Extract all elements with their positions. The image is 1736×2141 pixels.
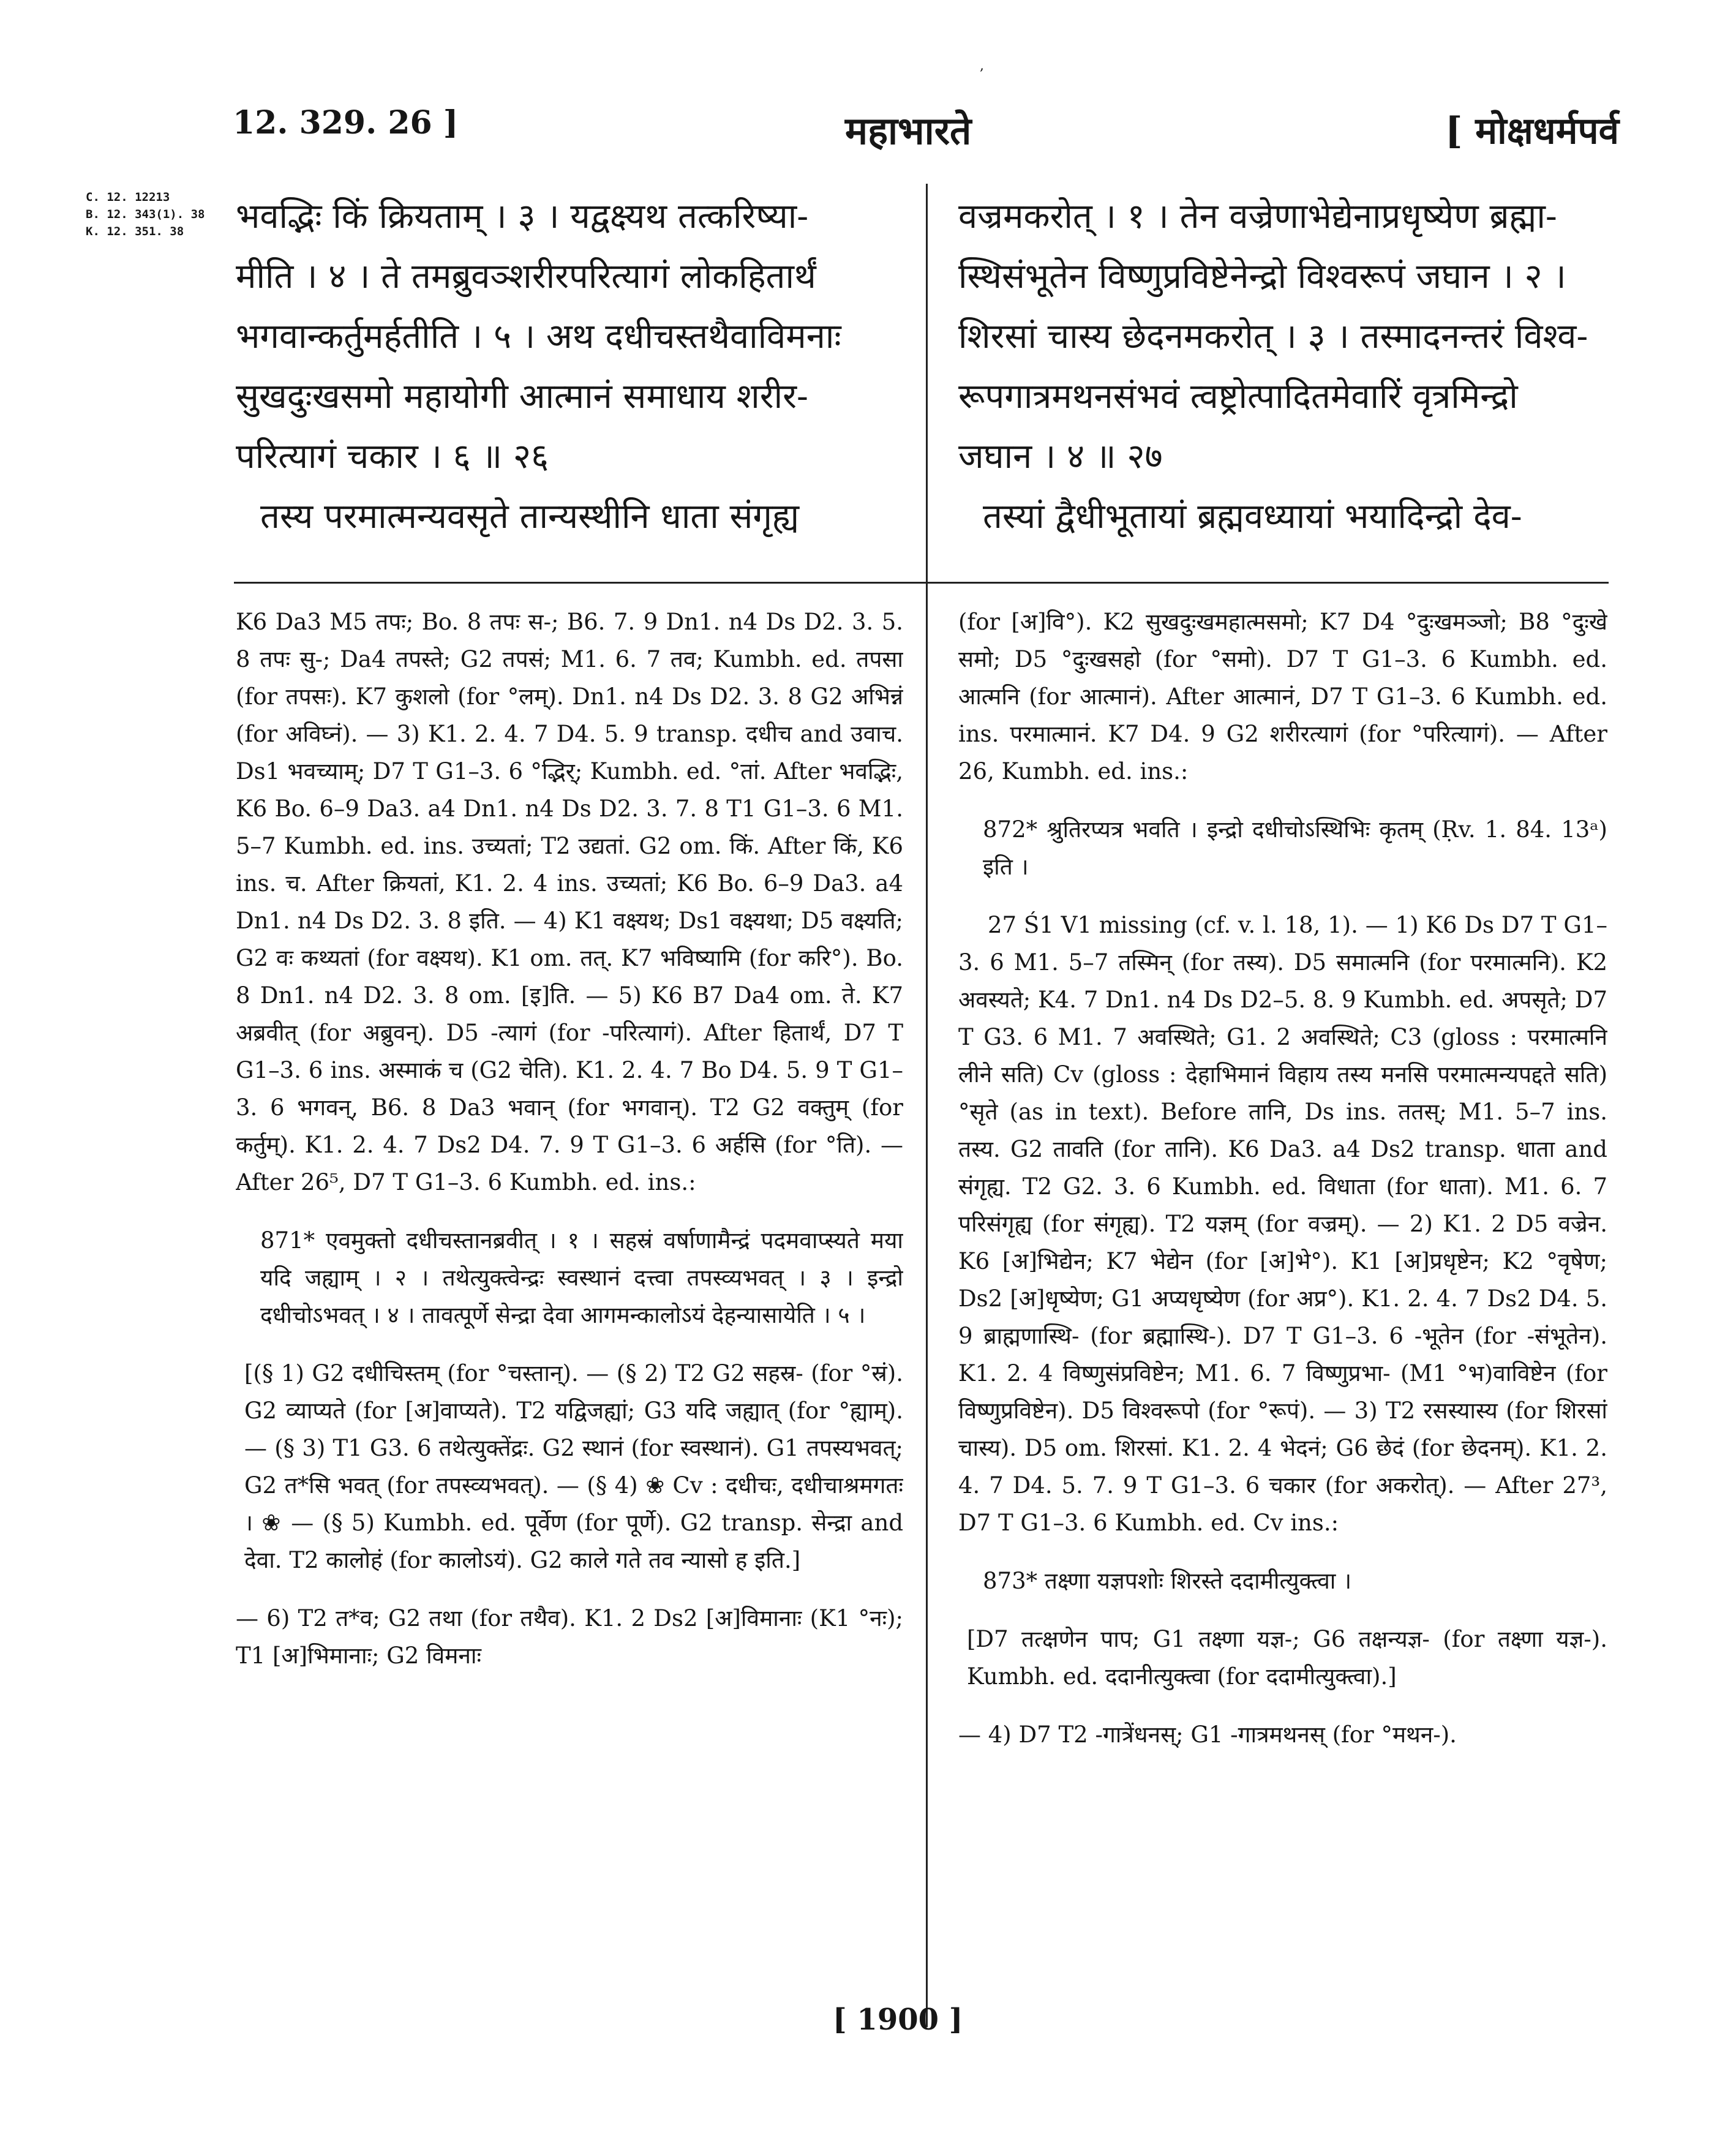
concordance-margin <box>86 189 205 240</box>
concordance-line: K. 12. 351. 38 <box>86 225 184 238</box>
text-line: तस्य परमात्मन्यवसृते तान्यस्थीनि धाता संगृह्य <box>260 497 800 536</box>
text-line: भवद्भिः किं क्रियताम् । ३ । यद्वक्ष्यथ तत्करिष्या- <box>236 197 809 236</box>
insertion-873: 873* तक्ष्णा यज्ञपशोः शिरस्ते ददामीत्युक्त्वा । <box>983 1568 1352 1594</box>
text-line: परित्यागं चकार । ६ ॥ २६ <box>236 437 549 476</box>
main-text-left <box>236 187 900 542</box>
text-line: वज्रमकरोत् । १ । तेन वज्रेणाभेद्येनाप्रधृष्येण ब्रह्मा- <box>958 197 1557 236</box>
text-line: भगवान्कर्तुमर्हतीति । ५ । अथ दधीचस्तथैवाविमनाः <box>236 317 841 356</box>
concordance-line: C. 12. 12213 <box>86 190 170 204</box>
text-line: जघान । ४ ॥ २७ <box>958 437 1163 476</box>
apparatus-left <box>236 603 903 2042</box>
scan-speck: , <box>980 58 984 73</box>
insertion-notes: [D7 तत्क्षणेन पाप; G1 तक्ष्णा यज्ञ-; G6 तक्षन्यज्ञ- (for तक्ष्णा यज्ञ-). Kumbh. ed. ददानीत्युक्त्वा (for ददामीत्युक्त्वा).] <box>967 1626 1607 1690</box>
main-text-right <box>958 187 1607 542</box>
apparatus-note: — 6) T2 त*व; G2 तथा (for तथैव). K1. 2 Ds2 [अ]विमानाः (K1 °नः); T1 [अ]भिमानाः; G2 विमनाः <box>236 1605 903 1669</box>
concordance-line: B. 12. 343(1). 38 <box>86 208 205 221</box>
text-line: शिरसां चास्य छेदनमकरोत् । ३ । तस्मादनन्तरं विश्व- <box>958 317 1588 356</box>
header-title: महाभारते <box>845 108 972 153</box>
header-verse-reference: 12. 329. 26 ] <box>233 104 459 141</box>
column-divider <box>926 184 928 2027</box>
page-number: [ 1900 ] <box>833 2003 963 2037</box>
apparatus-right <box>958 603 1607 2042</box>
apparatus-note: K6 Da3 M5 तपः; Bo. 8 तपः स-; B6. 7. 9 Dn1. n4 Ds D2. 3. 5. 8 तपः सु-; Da4 तपस्ते; G2 तपसं; M1. 6. 7 तव; Kumbh. ed. तपसा (for तपसः). K7 कुशलो (for °लम्). Dn1. n4 Ds D2. 3. 8 G2 अभिन्नं (for अविघ्नं). — 3) K1. 2. 4. 7 D4. 5. 9 transp. दधीच and उवाच. Ds1 भवच्याम्; D7 T G1–3. 6 °द्भिर्; Kumbh. ed. °तां. After भवद्भिः, K6 Bo. 6–9 Da3. a4 Dn1. n4 Ds D2. 3. 7. 8 T1 G1–3. 6 M1. 5–7 Kumbh. ed. ins. उच्यतां; T2 उद्यतां. G2 om. किं. After किं, K6 ins. च. After क्रियतां, K1. 2. 4 ins. उच्यतां; K6 Bo. 6–9 Da3. a4 Dn1. n4 Ds D2. 3. 8 इति. — 4) K1 वक्ष्यथ; Ds1 वक्ष्यथा; D5 वक्ष्यति; G2 वः कथ्यतां (for वक्ष्यथ). K1 om. तत्. K7 भविष्यामि (for करि°). Bo. 8 Dn1. n4 D2. 3. 8 om. [इ]ति. — 5) K6 B7 Da4 om. ते. K7 अब्रवीत् (for अब्रुवन्). D5 -त्यागं (for -परित्यागं). After हितार्थं, D7 T G1–3. 6 ins. अस्माकं च (G2 चेति). K1. 2. 4. 7 Bo D4. 5. 9 T G1–3. 6 भगवन्, B6. 8 Da3 भवान् (for भगवान्). T2 G2 वक्तुम् (for कर्तुम्). K1. 2. 4. 7 Ds2 D4. 7. 9 T G1–3. 6 अर्हसि (for °ति). — After 26⁵, D7 T G1–3. 6 Kumbh. ed. ins.: <box>236 609 903 1195</box>
apparatus-note: — 4) D7 T2 -गात्रेंधनस्; G1 -गात्रमथनस् (for °मथन-). <box>958 1721 1457 1748</box>
text-line: स्थिसंभूतेन विष्णुप्रविष्टेनेन्द्रो विश्वरूपं जघान । २ । <box>958 257 1566 296</box>
insertion-871: 871* एवमुक्तो दधीचस्तानब्रवीत् । १ । सहस्रं वर्षाणामैन्द्रं पदमवाप्स्यते मया यदि जह्याम् । २ । तथेत्युक्त्वेन्द्रः स्वस्थानं दत्त्वा तपस्व्यभवत् । ३ । इन्द्रो दधीचोऽभवत् । ४ । तावत्पूर्णे सेन्द्रा देवा आगमन्कालोऽयं देहन्यासायेति । ५ । <box>260 1227 903 1328</box>
text-line: सुखदुःखसमो महायोगी आत्मानं समाधाय शरीर- <box>236 377 808 416</box>
text-line: मीति । ४ । ते तमब्रुवञ्शरीरपरित्यागं लोकहितार्थं <box>236 257 816 296</box>
text-line: तस्यां द्वैधीभूतायां ब्रह्मवध्यायां भयादिन्द्रो देव- <box>983 497 1522 536</box>
insertion-872: 872* श्रुतिरप्यत्र भवति । इन्द्रो दधीचोऽस्थिभिः कृतम् (Ṛv. 1. 84. 13ᵃ) इति । <box>983 816 1607 880</box>
insertion-notes: [(§ 1) G2 दधीचिस्तम् (for °चस्तान्). — (§ 2) T2 G2 सहस्र- (for °स्रं). G2 व्याप्यते (for [अ]वाप्यते). T2 यद्विजह्यां; G3 यदि जह्यात् (for °ह्याम्). — (§ 3) T1 G3. 6 तथेत्युक्तेंद्रः. G2 स्थानं (for स्वस्थानं). G1 तपस्यभवत्; G2 त*सि भवत् (for तपस्व्यभवत्). — (§ 4) ❀ Cv : दधीचः, दधीचाश्रमगतः । ❀ — (§ 5) Kumbh. ed. पूर्वेण (for पूर्णे). G2 transp. सेन्द्रा and देवा. T2 कालोहं (for कालोऽयं). G2 काले गते तव न्यासो ह इति.] <box>244 1360 903 1573</box>
apparatus-note: (for [अ]वि°). K2 सुखदुःखमहात्मसमो; K7 D4 °दुःखमञ्जो; B8 °दुःखे समो; D5 °दुःखसहो (for °समो). D7 T G1–3. 6 Kumbh. ed. आत्मनि (for आत्मानं). After आत्मानं, D7 T G1–3. 6 Kumbh. ed. ins. परमात्मानं. K7 D4. 9 G2 शरीरत्यागं (for °परित्यागं). — After 26, Kumbh. ed. ins.: <box>958 609 1607 785</box>
text-line: रूपगात्रमथनसंभवं त्वष्ट्रोत्पादितमेवारिं वृत्रमिन्द्रो <box>958 377 1518 416</box>
apparatus-rule <box>234 582 1609 584</box>
header-section: [ मोक्षधर्मपर्व <box>1445 110 1619 152</box>
apparatus-note: 27 Ś1 V1 missing (cf. v. l. 18, 1). — 1) K6 Ds D7 T G1–3. 6 M1. 5–7 तस्मिन् (for तस्य). D5 समात्मनि (for परमात्मनि). K2 अवस्यते; K4. 7 Dn1. n4 Ds D2–5. 8. 9 Kumbh. ed. अपसृते; D7 T G3. 6 M1. 7 अवस्थिते; G1. 2 अवस्थिते; C3 (gloss : परमात्मनि लीने सति) Cv (gloss : देहाभिमानं विहाय तस्य मनसि परमात्मन्यपद्दते सति) °सृते (as in text). Before तानि, Ds ins. ततस्; M1. 5–7 ins. तस्य. G2 तावति (for तानि). K6 Da3. a4 Ds2 transp. धाता and संगृह्य. T2 G2. 3. 6 Kumbh. ed. विधाता (for धाता). M1. 6. 7 परिसंगृह्य (for संगृह्य). T2 यज्ञम् (for वज्रम्). — 2) K1. 2 D5 वज्रेन. K6 [अ]भिद्येन; K7 भेद्येन (for [अ]भे°). K1 [अ]प्रधृष्टेन; K2 °वृषेण; Ds2 [अ]धृष्येण; G1 अप्यधृष्येण (for अप्र°). K1. 2. 4. 7 Ds2 D4. 5. 9 ब्राह्मणास्थि- (for ब्रह्मास्थि-). D7 T G1–3. 6 -भूतेन (for -संभूतेन). K1. 2. 4 विष्णुसंप्रविष्टेन; M1. 6. 7 विष्णुप्रभा- (M1 °भ)वाविष्टेन (for विष्णुप्रविष्टेन). D5 विश्वरूपो (for °रूपं). — 3) T2 रसस्यास्य (for शिरसां चास्य). D5 om. शिरसां. K1. 2. 4 भेदनं; G6 छेदं (for छेदनम्). K1. 2. 4. 7 D4. 5. 7. 9 T G1–3. 6 चकार (for अकरोत्). — After 27³, D7 T G1–3. 6 Kumbh. ed. Cv ins.: <box>958 912 1607 1536</box>
